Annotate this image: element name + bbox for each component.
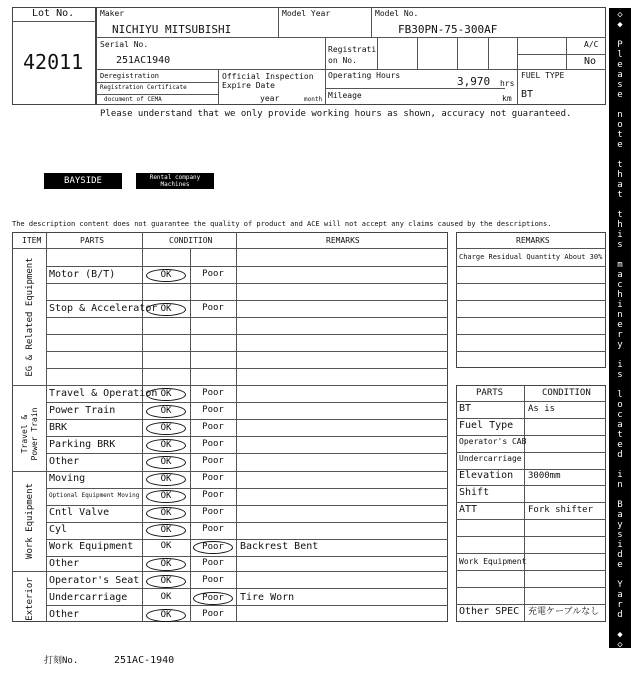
right-condition-header: CONDITION bbox=[542, 388, 591, 398]
row-part-label: Other bbox=[49, 456, 80, 467]
row-ok-mark: OK bbox=[160, 541, 172, 551]
right-part-condition: 3000mm bbox=[528, 471, 561, 481]
row-remark: Backrest Bent bbox=[240, 541, 319, 552]
row-part-label: Other bbox=[49, 558, 80, 569]
footer-value: 251AC-1940 bbox=[114, 655, 175, 666]
right-part-label: Operator's CAB bbox=[459, 437, 527, 446]
row-ok-mark: OK bbox=[146, 303, 186, 316]
row-poor-mark: Poor bbox=[202, 507, 224, 517]
registration-label: Registrati on No. bbox=[328, 45, 377, 65]
sidebar-char: a bbox=[617, 180, 623, 190]
maker-label: Maker bbox=[100, 9, 125, 18]
sidebar-char: d bbox=[617, 450, 623, 460]
sidebar-char: y bbox=[617, 520, 623, 530]
sidebar-char: s bbox=[617, 80, 623, 90]
row-part-label: Undercarriage bbox=[49, 592, 128, 603]
sidebar-char: t bbox=[617, 160, 623, 170]
right-remarks-first: Charge Residual Quantity About 30% bbox=[459, 253, 603, 261]
row-part-label: Cntl Valve bbox=[49, 507, 110, 518]
sidebar-char: d bbox=[617, 610, 623, 620]
row-ok-mark: OK bbox=[146, 575, 186, 588]
row-ok-mark: OK bbox=[146, 405, 186, 418]
row-part-label: Travel & Operation bbox=[49, 388, 158, 399]
sidebar-char: t bbox=[617, 430, 623, 440]
serial-label: Serial No. bbox=[100, 40, 149, 49]
row-poor-mark: Poor bbox=[202, 269, 224, 279]
location-sidebar bbox=[609, 8, 631, 648]
group-label-eg: EG & Related Equipment bbox=[25, 257, 35, 377]
year-label: year bbox=[260, 94, 280, 103]
row-part-label: Operator's Seat bbox=[49, 575, 140, 586]
row-part-label: Motor (B/T) bbox=[49, 269, 116, 280]
row-ok-mark: OK bbox=[146, 609, 186, 622]
sidebar-char: a bbox=[617, 590, 623, 600]
sidebar-char: e bbox=[617, 440, 623, 450]
sidebar-char: c bbox=[617, 410, 623, 420]
row-poor-mark: Poor bbox=[202, 609, 224, 619]
fuel-value: BT bbox=[521, 89, 534, 100]
fuel-label: FUEL TYPE bbox=[521, 71, 565, 80]
sidebar-char: e bbox=[617, 60, 623, 70]
right-part-label: Work Equipment bbox=[459, 557, 527, 566]
row-part-label: Optional Equipment Moving bbox=[49, 492, 140, 499]
hours-unit: hrs bbox=[500, 79, 515, 88]
header-remarks: REMARKS bbox=[326, 236, 360, 245]
sidebar-char: h bbox=[617, 290, 623, 300]
right-part-label: ATT bbox=[459, 504, 478, 515]
sidebar-char: ◆ bbox=[617, 20, 623, 30]
sidebar-char: e bbox=[617, 140, 623, 150]
dereg-label: Deregistration bbox=[100, 72, 160, 80]
mileage-unit: km bbox=[502, 94, 512, 103]
sidebar-char: s bbox=[617, 240, 623, 250]
right-part-condition: 充電ケーブルなし bbox=[528, 607, 600, 617]
location-box: BAYSIDE bbox=[44, 173, 122, 189]
sidebar-char: t bbox=[617, 130, 623, 140]
group-label-work: Work Equipment bbox=[25, 483, 35, 559]
sidebar-char: r bbox=[617, 330, 623, 340]
row-poor-mark: Poor bbox=[193, 592, 233, 605]
serial-value: 251AC1940 bbox=[116, 55, 171, 66]
sidebar-char: c bbox=[617, 280, 623, 290]
lot-number: 42011 bbox=[23, 50, 84, 74]
right-part-label: Fuel Type bbox=[459, 420, 514, 431]
sidebar-char: s bbox=[617, 370, 623, 380]
group-label-exterior: Exterior bbox=[25, 577, 35, 621]
sidebar-char: i bbox=[617, 230, 623, 240]
sidebar-char: l bbox=[617, 390, 623, 400]
cema-label: document of CEMA bbox=[104, 96, 162, 103]
row-part-label: Cyl bbox=[49, 524, 68, 535]
disclaimer-text: The description content does not guarantee the quality of product and ACE will not accept any claims caused by the descriptions. bbox=[12, 220, 552, 228]
row-poor-mark: Poor bbox=[202, 422, 224, 432]
sidebar-char: i bbox=[617, 540, 623, 550]
row-part-label: Parking BRK bbox=[49, 439, 116, 450]
row-part-label: Stop & Accelerator bbox=[49, 303, 158, 314]
sidebar-char: Y bbox=[617, 580, 623, 590]
right-remarks-header: REMARKS bbox=[516, 236, 550, 245]
row-ok-mark: OK bbox=[146, 439, 186, 452]
sidebar-char: e bbox=[617, 560, 623, 570]
sidebar-char: ◇ bbox=[617, 640, 623, 650]
hours-value: 3,970 bbox=[457, 75, 491, 88]
sidebar-char: t bbox=[617, 210, 623, 220]
sidebar-char: n bbox=[617, 310, 623, 320]
row-poor-mark: Poor bbox=[202, 490, 224, 500]
sidebar-char: o bbox=[617, 120, 623, 130]
sidebar-char: h bbox=[617, 220, 623, 230]
row-ok-mark: OK bbox=[146, 269, 186, 282]
row-remark: Tire Worn bbox=[240, 592, 295, 603]
sidebar-char: ◇ bbox=[617, 10, 623, 20]
row-ok-mark: OK bbox=[146, 388, 186, 401]
row-ok-mark: OK bbox=[146, 524, 186, 537]
row-ok-mark: OK bbox=[160, 592, 172, 602]
header-item: ITEM bbox=[22, 236, 42, 245]
header-parts: PARTS bbox=[80, 236, 105, 245]
sidebar-char: d bbox=[617, 550, 623, 560]
hours-label: Operating Hours bbox=[328, 71, 401, 80]
row-ok-mark: OK bbox=[146, 456, 186, 469]
sidebar-char: i bbox=[617, 470, 623, 480]
right-part-label: Undercarriage bbox=[459, 454, 522, 463]
right-part-label: BT bbox=[459, 403, 472, 414]
row-poor-mark: Poor bbox=[202, 558, 224, 568]
sidebar-char: e bbox=[617, 90, 623, 100]
row-poor-mark: Poor bbox=[202, 303, 224, 313]
sidebar-char: i bbox=[617, 300, 623, 310]
sidebar-char: h bbox=[617, 170, 623, 180]
right-part-condition: As is bbox=[528, 404, 556, 414]
sidebar-char: n bbox=[617, 480, 623, 490]
row-poor-mark: Poor bbox=[202, 388, 224, 398]
row-poor-mark: Poor bbox=[202, 456, 224, 466]
row-poor-mark: Poor bbox=[202, 439, 224, 449]
header-condition: CONDITION bbox=[169, 236, 213, 245]
model-no-label: Model No. bbox=[375, 9, 419, 18]
right-part-label: Shift bbox=[459, 487, 490, 498]
row-ok-mark: OK bbox=[146, 507, 186, 520]
sidebar-char: y bbox=[617, 340, 623, 350]
right-part-label: Other SPEC bbox=[459, 606, 520, 617]
sidebar-char: e bbox=[617, 320, 623, 330]
rental-box bbox=[136, 173, 214, 189]
sidebar-char: a bbox=[617, 70, 623, 80]
notice-text: Please understand that we only provide working hours as shown, accuracy not guaranteed. bbox=[100, 109, 572, 119]
sidebar-char: l bbox=[617, 50, 623, 60]
row-ok-mark: OK bbox=[146, 473, 186, 486]
row-part-label: Moving bbox=[49, 473, 86, 484]
right-part-label: Elevation bbox=[459, 470, 514, 481]
row-part-label: Work Equipment bbox=[49, 541, 134, 552]
row-poor-mark: Poor bbox=[202, 575, 224, 585]
sidebar-char: t bbox=[617, 190, 623, 200]
sidebar-char: n bbox=[617, 110, 623, 120]
right-parts-header: PARTS bbox=[476, 388, 504, 398]
model-no-value: FB30PN-75-300AF bbox=[398, 23, 498, 36]
mileage-label: Mileage bbox=[328, 91, 362, 100]
row-poor-mark: Poor bbox=[193, 541, 233, 554]
sidebar-char: o bbox=[617, 400, 623, 410]
row-part-label: Other bbox=[49, 609, 80, 620]
sidebar-char: P bbox=[617, 40, 623, 50]
ac-value: No bbox=[584, 56, 597, 67]
ac-label: A/C bbox=[584, 40, 599, 49]
row-part-label: Power Train bbox=[49, 405, 116, 416]
row-ok-mark: OK bbox=[146, 490, 186, 503]
group-label-travel: Travel & Power Train bbox=[20, 407, 39, 461]
row-poor-mark: Poor bbox=[202, 473, 224, 483]
sidebar-char: a bbox=[617, 510, 623, 520]
rental-box-text: Rental company Machines bbox=[149, 174, 201, 188]
row-poor-mark: Poor bbox=[202, 405, 224, 415]
sidebar-char: s bbox=[617, 530, 623, 540]
sidebar-char: m bbox=[617, 260, 623, 270]
maker-value: NICHIYU MITSUBISHI bbox=[112, 23, 232, 36]
row-poor-mark: Poor bbox=[202, 524, 224, 534]
footer-label: 打刻No. bbox=[44, 656, 79, 666]
row-ok-mark: OK bbox=[146, 558, 186, 571]
right-part-condition: Fork shifter bbox=[528, 505, 594, 515]
lot-label: Lot No. bbox=[32, 8, 75, 19]
row-ok-mark: OK bbox=[146, 422, 186, 435]
reg-cert-label: Registration Certificate bbox=[100, 84, 187, 91]
month-label: month bbox=[304, 96, 323, 103]
sidebar-char: ◆ bbox=[617, 630, 623, 640]
inspection-label: Official Inspection Expire Date bbox=[222, 72, 314, 90]
sidebar-char: B bbox=[617, 500, 623, 510]
sidebar-char: a bbox=[617, 270, 623, 280]
sidebar-char: r bbox=[617, 600, 623, 610]
row-part-label: BRK bbox=[49, 422, 68, 433]
sidebar-char: i bbox=[617, 360, 623, 370]
sidebar-char: a bbox=[617, 420, 623, 430]
model-year-label: Model Year bbox=[282, 9, 331, 18]
